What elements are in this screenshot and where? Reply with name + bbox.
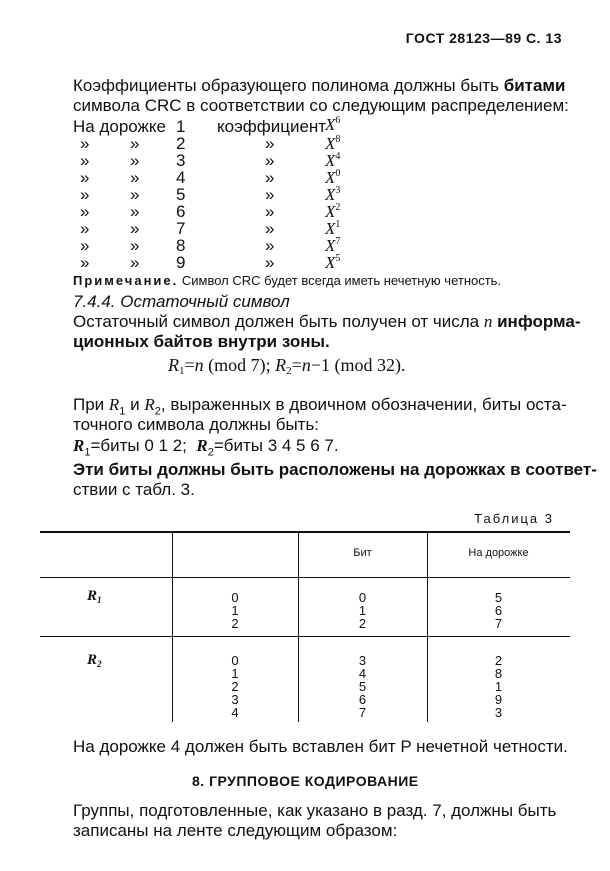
page-header: ГОСТ 28123—89 С. 13 [405, 30, 562, 46]
table-3-caption: Таблица 3 [474, 511, 554, 526]
table-cell: 6 [494, 603, 503, 618]
table-cell: 6 [358, 692, 367, 707]
ditto-mark: » [130, 151, 140, 170]
coef-row-x: $X^5$ [325, 253, 341, 272]
table-top-rule [40, 531, 570, 533]
table-cell: 7 [494, 616, 503, 631]
section-8-line-2: записаны на ленте следующим образом: [73, 821, 398, 840]
ditto-mark: » [265, 185, 275, 204]
coef-row-x: $X^8$ [325, 134, 341, 153]
coef-row-num: 8 [176, 236, 186, 255]
table-cell: 2 [231, 616, 239, 631]
section-7-4-4-line-1: Остаточный символ должен быть получен от числа n информа- [73, 312, 581, 331]
table-header-rule [40, 577, 570, 578]
ditto-mark: » [130, 134, 140, 153]
bits-para-line-2: точного символа должны быть: [73, 415, 320, 434]
coef-row-num: 5 [176, 185, 186, 204]
table-cell: 1 [231, 603, 239, 618]
coef-row-x: $X^1$ [325, 219, 341, 238]
section-7-4-4-title: 7.4.4. Остаточный символ [73, 292, 290, 311]
table-cell: 5 [494, 590, 503, 605]
ditto-mark: » [265, 168, 275, 187]
coef-row-coef-label: коэффициент [217, 117, 327, 136]
coef-row-num: 1 [176, 117, 186, 136]
coef-row-x: $X^4$ [325, 151, 341, 170]
coef-row-num: 6 [176, 202, 186, 221]
table-header-track: На дорожке [468, 547, 529, 559]
ditto-mark: » [130, 236, 140, 255]
table-cell: 2 [358, 616, 367, 631]
table-group-r2-label: $R_2$ [87, 652, 102, 669]
table-cell: 5 [358, 679, 367, 694]
bits-para-line-5: ствии с табл. 3. [73, 480, 195, 499]
ditto-mark: » [80, 219, 90, 238]
table-cell: 4 [231, 705, 239, 720]
table-cell: 9 [494, 692, 503, 707]
coef-row-x: $X^6$ [325, 115, 341, 134]
ditto-mark: » [265, 236, 275, 255]
table-col-index [172, 654, 298, 719]
ditto-mark: » [265, 219, 275, 238]
section-7-4-4-line-2: ционных байтов внутри зоны. [73, 332, 330, 351]
formula: $R_1=n$ (mod 7); $R_2=n-1$ (mod 32). [168, 355, 406, 377]
coef-row-num: 7 [176, 219, 186, 238]
coef-row-num: 4 [176, 168, 186, 187]
table-cell: 1 [494, 679, 503, 694]
table-cell: 2 [494, 653, 503, 668]
coef-row-x: $X^2$ [325, 202, 341, 221]
table-cell: 3 [358, 653, 367, 668]
table-group-rule [40, 636, 570, 637]
coef-row-x: $X^0$ [325, 168, 341, 187]
ditto-mark: » [80, 168, 90, 187]
table-cell: 1 [358, 603, 367, 618]
table-col-index [172, 591, 298, 630]
coef-row-num: 2 [176, 134, 186, 153]
table-group-r1-label: $R_1$ [87, 588, 102, 605]
ditto-mark: » [130, 219, 140, 238]
section-8-title: 8. ГРУППОВОЕ КОДИРОВАНИЕ [192, 773, 419, 789]
table-col-bit [298, 591, 427, 630]
table-cell: 3 [494, 705, 503, 720]
ditto-mark: » [80, 236, 90, 255]
ditto-mark: » [80, 202, 90, 221]
parity-line: На дорожке 4 должен быть вставлен бит P нечетной четности. [73, 737, 568, 756]
table-col-track [427, 591, 570, 630]
coef-row-label: На дорожке [73, 117, 167, 136]
coef-row-num: 9 [176, 253, 186, 272]
coef-row-x: $X^7$ [325, 236, 341, 255]
note: Примечание. Символ CRC будет всегда иметь нечетную четность. [73, 273, 502, 288]
ditto-mark: » [80, 185, 90, 204]
bits-para-line-1: При $R_1$ и $R_2$, выраженных в двоичном обозначении, биты оста- [73, 395, 567, 418]
intro-line-1: Коэффициенты образующего полинома должны быть битами [73, 76, 566, 95]
ditto-mark: » [80, 151, 90, 170]
table-cell: 7 [358, 705, 367, 720]
ditto-mark: » [265, 134, 275, 153]
ditto-mark: » [80, 253, 90, 272]
section-8-line-1: Группы, подготовленные, как указано в разд. 7, должны быть [73, 801, 557, 820]
table-cell: 8 [494, 666, 503, 681]
intro-line-2: символа CRC в соответствии со следующим распределением: [73, 96, 569, 115]
table-cell: 3 [231, 692, 239, 707]
coef-row-num: 3 [176, 151, 186, 170]
table-col-track [427, 654, 570, 719]
table-cell: 0 [231, 653, 239, 668]
ditto-mark: » [265, 151, 275, 170]
coef-row-x: $X^3$ [325, 185, 341, 204]
table-header-bit: Бит [353, 547, 372, 559]
ditto-mark: » [130, 185, 140, 204]
table-col-bit [298, 654, 427, 719]
bits-para-line-4: Эти биты должны быть расположены на дорожках в соответ- [73, 460, 597, 479]
ditto-mark: » [80, 134, 90, 153]
ditto-mark: » [130, 168, 140, 187]
table-cell: 1 [231, 666, 239, 681]
ditto-mark: » [130, 202, 140, 221]
ditto-mark: » [130, 253, 140, 272]
table-cell: 0 [231, 590, 239, 605]
table-cell: 2 [231, 679, 239, 694]
ditto-mark: » [265, 202, 275, 221]
bits-para-line-3: $R_1=биты$ 0 1 2; $R_2=биты$ 3 4 5 6 7. [73, 436, 339, 459]
table-cell: 0 [358, 590, 367, 605]
ditto-mark: » [265, 253, 275, 272]
table-cell: 4 [358, 666, 367, 681]
